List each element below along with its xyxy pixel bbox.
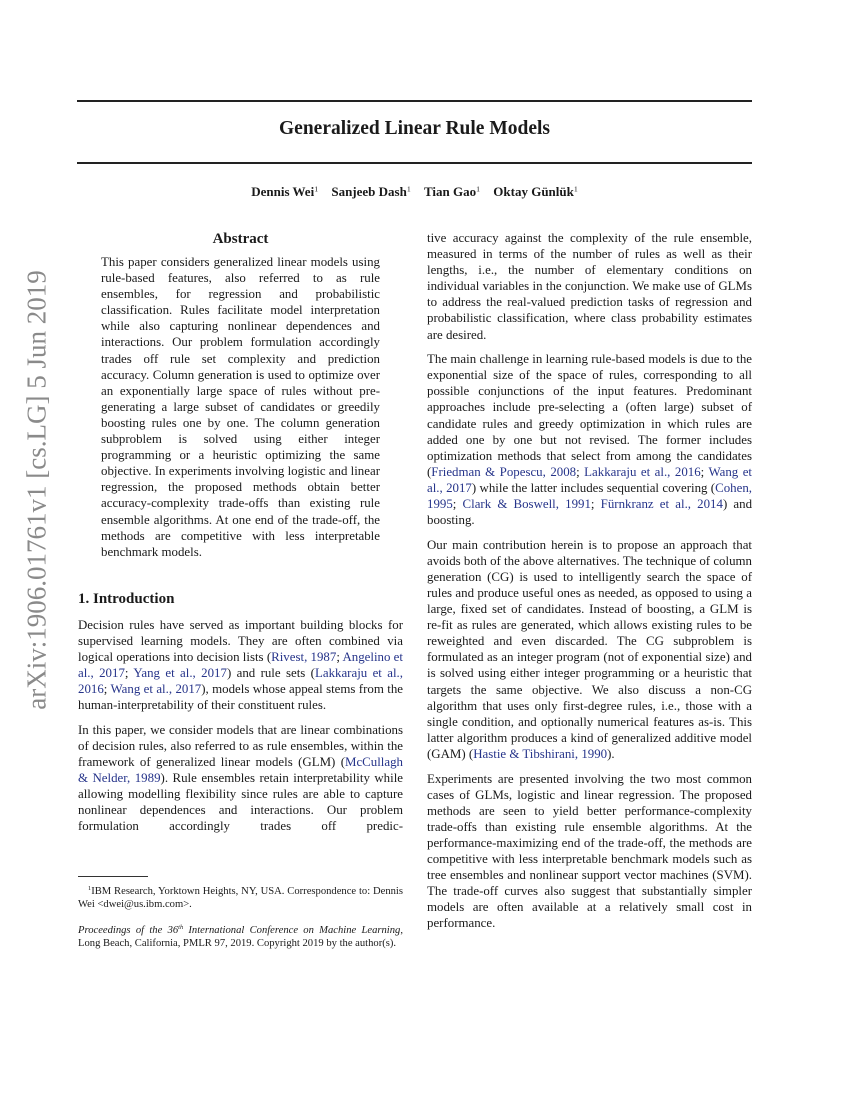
affiliation-mark: 1: [573, 184, 578, 194]
paragraph-text: ;: [336, 649, 343, 664]
citation-link[interactable]: Cohen, 1995: [427, 480, 752, 511]
arxiv-stamp: arXiv:1906.01761v1 [cs.LG] 5 Jun 2019: [21, 270, 52, 710]
paragraph-text: Our main contribution herein is to propose an approach that avoids both of the above alternatives. The technique of column generation (CG) is used to intelligently search the space of rules and produce useful ones as needed, as opposed to using a large, fixed set of candidates. Instead of boosting, a GLM is re-fit as rules are generated, which allows existing rules to be reweighted and even discarded. The CG subproblem is formulated as an integer program (not of exponential size) and is solved using either integer programming or a heuristic that targets the same objective. We also discuss a non-CG algorithm that uses only first-degree rules, i.e., those with a single condition, and optionally numerical features as-is. This latter algorithm produces a kind of generalized additive model (GAM) (: [427, 537, 752, 761]
footnote-affiliation: [78, 885, 403, 911]
proceedings-venue: International Conference on Machine Learning: [183, 925, 401, 936]
affiliation-mark: 1: [314, 184, 319, 194]
citation-link[interactable]: Yang et al., 2017: [133, 666, 227, 681]
author: [493, 184, 577, 199]
paragraph-text: ;: [700, 464, 709, 479]
paragraph: [78, 722, 403, 835]
citation-link[interactable]: McCullagh & Nelder, 1989: [78, 755, 403, 786]
title-rule: [77, 162, 752, 164]
author: [331, 184, 410, 199]
affiliation-mark: 1: [476, 184, 481, 194]
paragraph-text: ;: [590, 497, 601, 511]
citation-link[interactable]: Wang et al., 2017: [427, 464, 753, 495]
paragraph-text: ;: [103, 682, 111, 697]
paragraph: [427, 537, 752, 762]
footnote-rule: [78, 876, 148, 877]
abstract: [78, 254, 403, 560]
right-column: [427, 230, 752, 940]
proceedings-rest: , Long Beach, California, PMLR 97, 2019. Copyright 2019 by the author(s).: [78, 925, 403, 949]
paragraph-text: ).: [607, 746, 615, 761]
citation-link[interactable]: Clark & Boswell, 1991: [462, 497, 591, 511]
author: [251, 184, 318, 199]
proceedings-text: Proceedings of the 36: [78, 925, 179, 936]
paragraph-text: tive accuracy against the complexity of the rule ensemble, measured in terms of the number of rules as well as their lengths, i.e., the number of elementary conditions on individual variables in the conjunction. We make use of GLMs to address the real-valued prediction tasks of regression and probabilistic classification, where class probability estimates are desired.: [427, 231, 752, 342]
author-name: Tian Gao: [424, 184, 477, 199]
citation-link[interactable]: Friedman & Popescu, 2008: [431, 464, 577, 479]
paragraph-text: ). Rule ensembles retain interpretability while allowing modelling flexibility since rules are able to capture nonlinear dependences and interactions. Our problem formulation accordingly trades off predic-: [78, 771, 404, 834]
citation-link[interactable]: Hastie & Tibshirani, 1990: [473, 746, 608, 761]
footnote-mark: 1: [88, 885, 92, 893]
paragraph-text: Experiments are presented involving the two most common cases of GLMs, logistic and linear regression. The proposed methods are seen to yield better performance-complexity trade-offs than existing rule ensemble algorithms. At the performance-maximizing end of the trade-off, the methods are competitive with less interpretable benchmark models such as tree ensembles and nonlinear support vector machines (SVM). The trade-off curves also suggest that substantially simpler models are often available at a relatively small cost in performance.: [427, 771, 752, 931]
top-rule: [77, 100, 752, 102]
section-heading-introduction: 1. Introduction: [78, 590, 175, 607]
paragraph-text: ) while the latter includes sequential covering (: [471, 480, 716, 495]
citation-link[interactable]: Wang et al., 2017: [110, 682, 202, 697]
citation-link[interactable]: Angelino et al., 2017: [78, 649, 403, 681]
left-column: [78, 230, 403, 843]
paragraph-text: The main challenge in learning rule-based models is due to the exponential size of the space of rules, corresponding to all possible conjunctions of the input features. Predominant approaches include pre-selecting a (often large) subset of candidate rules and greedy optimization in which rules are added one by one but not revised. The former includes optimization methods that select from among the candidates (: [427, 352, 752, 479]
abstract-heading: Abstract: [212, 231, 269, 247]
author-list: [77, 184, 752, 200]
citation-link[interactable]: Lakkaraju et al., 2016: [78, 666, 403, 697]
citation-link[interactable]: Lakkaraju et al., 2016: [584, 464, 701, 479]
proceedings-sup: th: [178, 924, 184, 932]
footnote-text: IBM Research, Yorktown Heights, NY, USA. Correspondence to: Dennis Wei <dwei@us.ibm.com>.: [78, 886, 403, 910]
affiliation-mark: 1: [406, 184, 411, 194]
paragraph-text: ;: [452, 497, 463, 511]
paragraph-text: ;: [124, 666, 134, 681]
paragraph-text: Decision rules have served as important building blocks for supervised learning models. They are often combined via logical operations into decision lists (: [78, 617, 403, 664]
abstract-text: This paper considers generalized linear models using rule-based features, also referred to as rule ensembles, for regression and probabilistic classification. Rules facilitate model interpretation while also capturing nonlinear dependences and interactions. Our problem formulation accordingly trades off rule set complexity and prediction accuracy. Column generation is used to optimize over an exponentially large space of rules without pre-generating a large subset of candidates or greedily boosting rules one by one. The column generation subproblem is solved using either integer programming or a heuristic optimizing the same objective. In experiments involving logistic and linear regression, the proposed methods obtain better accuracy-complexity trade-offs than existing rule ensemble algorithms. At one end of the trade-off, the methods are competitive with less interpretable benchmark models.: [101, 255, 380, 559]
paragraph: [78, 617, 403, 714]
footnotes: [78, 876, 403, 963]
author-name: Oktay Günlük: [493, 184, 574, 199]
paragraph-text: ), models whose appeal stems from the human-interpretability of their constituent rules.: [78, 682, 403, 713]
paragraph-text: ;: [576, 464, 585, 479]
paragraph: [427, 230, 752, 343]
paragraph: [427, 351, 752, 528]
paragraph-text: ) and rule sets (: [226, 666, 315, 681]
author-name: Sanjeeb Dash: [331, 184, 407, 199]
author: [424, 184, 480, 199]
paragraph: [427, 771, 752, 932]
paragraph-text: In this paper, we consider models that are linear combinations of decision rules, also referred to as rule ensembles, within the framework of generalized linear models (GLM) (: [78, 722, 403, 770]
proceedings-note: [78, 924, 403, 950]
citation-link[interactable]: Rivest, 1987: [271, 649, 337, 664]
paper-title: Generalized Linear Rule Models: [279, 118, 550, 139]
paragraph-text: ) and boosting.: [427, 497, 753, 528]
author-name: Dennis Wei: [251, 184, 315, 199]
citation-link[interactable]: Fürnkranz et al., 2014: [600, 497, 723, 511]
